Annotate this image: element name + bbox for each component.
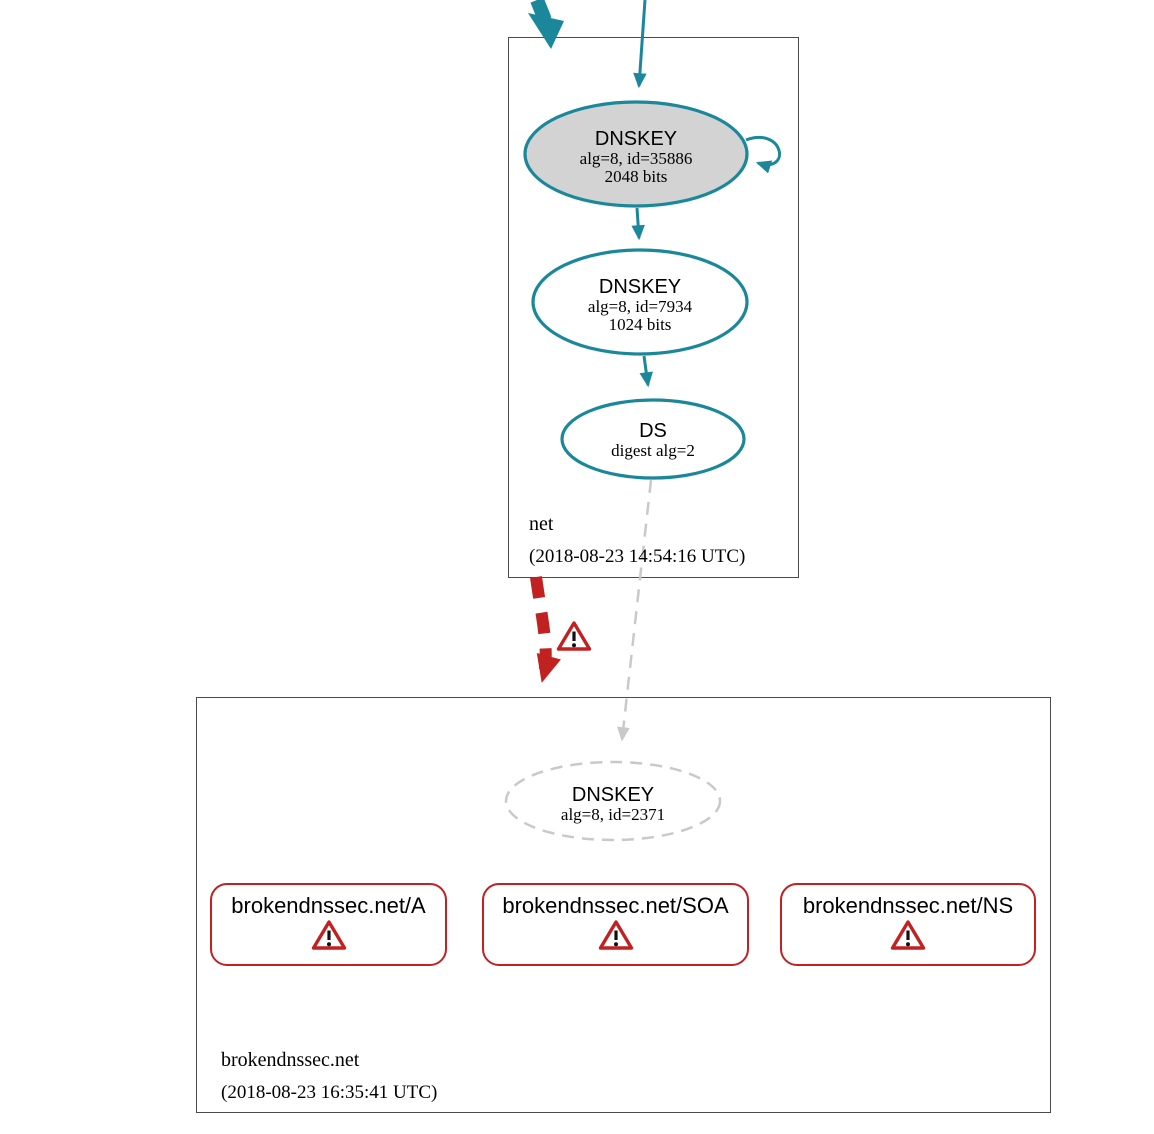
node-type: DS [639,420,667,442]
node-child-dnskey-ellipse[interactable] [506,762,720,840]
broken-delegation-arrow [536,577,546,678]
node-type: DNSKEY [571,784,655,806]
rrset-label: brokendnssec.net/NS [802,893,1014,918]
node-key-size: 2048 bits [604,167,668,186]
node-key-size: 1024 bits [608,315,672,334]
node-detail: alg=8, id=2371 [560,805,666,824]
node-rrset-a[interactable] [210,883,447,966]
node-type: DNSKEY [598,276,682,298]
zone-timestamp-brokendnssec-net: (2018-08-23 16:35:41 UTC) [221,1082,438,1103]
node-detail: alg=8, id=7934 [587,297,693,316]
zsk-signs-ds-arrow [644,356,648,385]
ds-to-child-dnskey-dashed-arrow [622,480,651,740]
zone-name-net: net [529,513,554,535]
node-type: DNSKEY [594,128,678,150]
node-detail: digest alg=2 [611,441,695,460]
zone-name-brokendnssec-net: brokendnssec.net [221,1049,360,1071]
dnskey-self-sign-loop [746,137,780,164]
rrset-label: brokendnssec.net/SOA [502,893,729,918]
warning-icon [598,918,634,952]
node-rrset-soa[interactable] [482,883,749,966]
zone-timestamp-net: (2018-08-23 14:54:16 UTC) [529,546,746,567]
warning-icon [311,918,347,952]
node-ds-ellipse[interactable] [562,400,744,478]
node-dnskey-ksk-ellipse[interactable] [525,102,747,206]
incoming-trust-arrowhead [528,13,564,49]
warning-icon [556,619,592,653]
rrset-label: brokendnssec.net/A [231,893,426,918]
node-rrset-ns[interactable] [780,883,1036,966]
warning-icon [890,918,926,952]
incoming-dnskey-arrow [639,0,645,86]
ksk-signs-zsk-arrow [637,208,639,238]
node-dnskey-zsk-ellipse[interactable] [533,250,747,354]
node-detail: alg=8, id=35886 [579,149,693,168]
